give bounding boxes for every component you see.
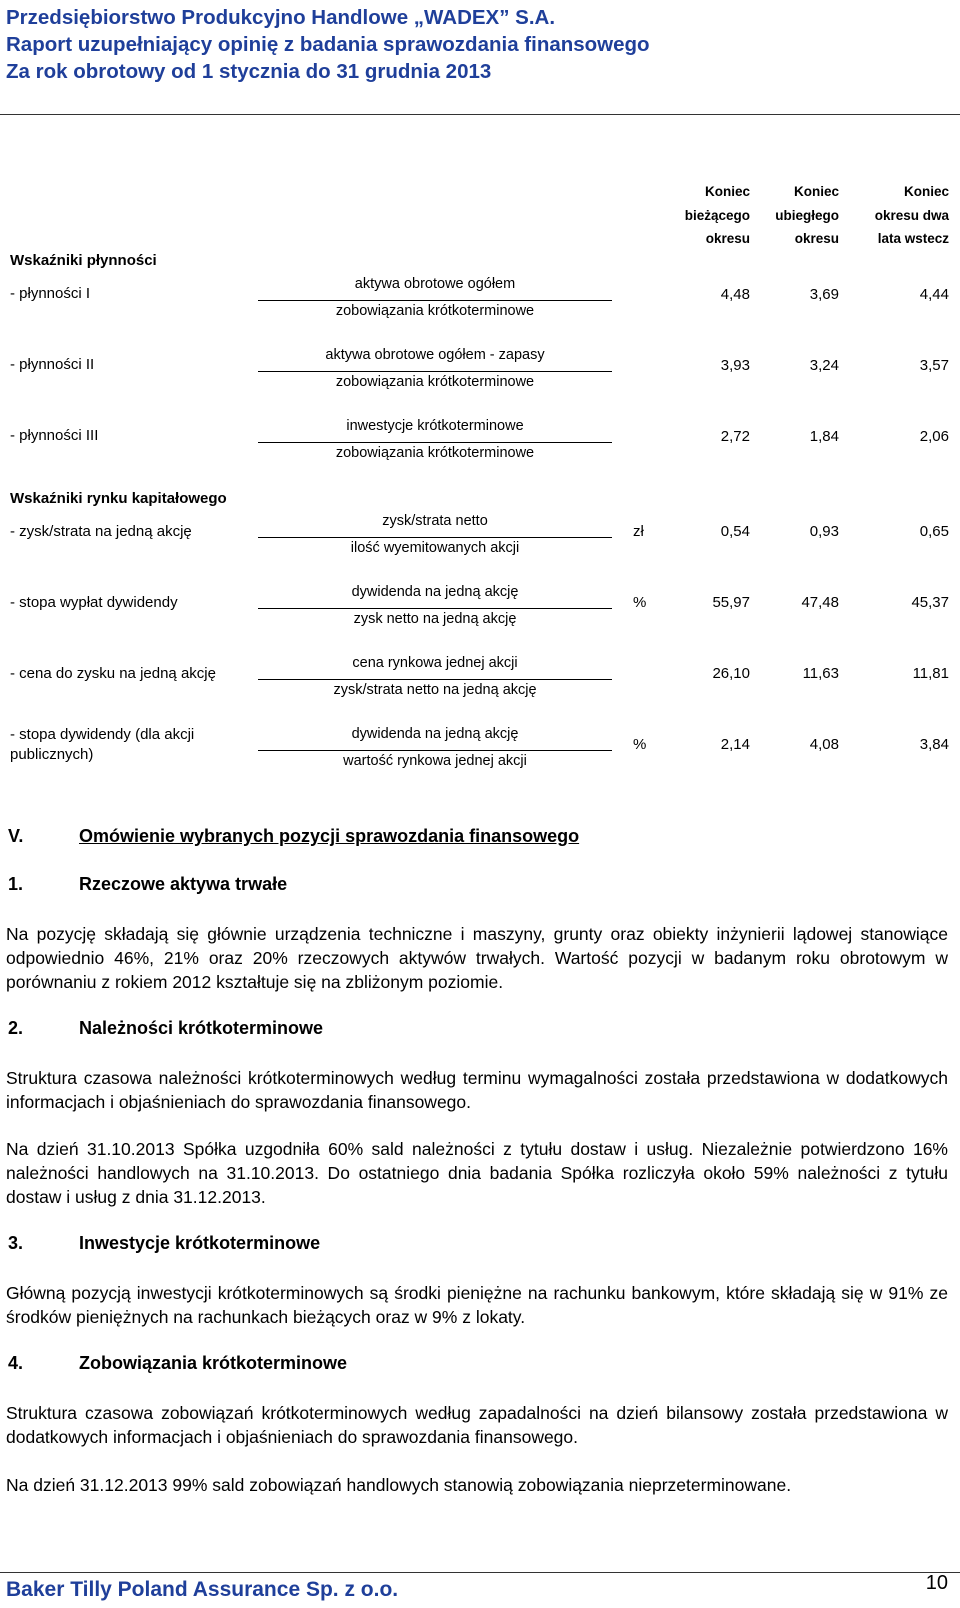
subsection-title: Należności krótkoterminowe — [79, 1018, 324, 1038]
subsection-number: 1. — [8, 874, 24, 894]
section-title: Omówienie wybranych pozycji sprawozdania finansowego — [79, 826, 580, 846]
value-two-years: 3,84 — [919, 736, 949, 753]
formula-numerator: inwestycje krótkoterminowe — [346, 418, 524, 434]
header-divider — [0, 114, 960, 115]
subsection-number: 4. — [8, 1353, 24, 1373]
ratio-label: - stopa dywidendy (dla akcji publicznych) — [10, 726, 195, 763]
header-report-title: Raport uzupełniający opinię z badania sprawozdania finansowego — [6, 33, 650, 56]
fraction-line — [258, 537, 612, 538]
fraction-line — [258, 371, 612, 372]
formula-numerator: aktywa obrotowe ogółem — [354, 276, 516, 292]
section-number: V. — [8, 826, 24, 846]
value-two-years: 4,44 — [919, 286, 949, 303]
ratio-label: - płynności III — [10, 427, 99, 444]
fraction-line — [258, 300, 612, 301]
header-period: Za rok obrotowy od 1 stycznia do 31 grudnia 2013 — [6, 60, 492, 83]
value-current: 55,97 — [712, 594, 750, 611]
value-current: 26,10 — [712, 665, 750, 682]
subsection-heading — [8, 874, 287, 895]
value-two-years: 11,81 — [912, 665, 949, 682]
header-company: Przedsiębiorstwo Produkcyjno Handlowe „WADEX” S.A. — [6, 6, 556, 29]
paragraph: Na dzień 31.10.2013 Spółka uzgodniła 60% sald należności z tytułu dostaw i usług. Niezależnie potwierdzono 16% należności handlowych na 31.10.2013. Do ostatniego dnia badania Spółka rozliczyła około 59% należności z tytułu dostaw i usług z dnia 31.12.2013. — [6, 1139, 948, 1207]
footer-company: Baker Tilly Poland Assurance Sp. z o.o. — [6, 1578, 399, 1601]
value-previous: 47,48 — [801, 594, 839, 611]
subsection-heading — [8, 1353, 347, 1374]
paragraph: Na dzień 31.12.2013 99% sald zobowiązań handlowych stanowią zobowiązania nieprzeterminowane. — [6, 1475, 792, 1495]
ratio-label: - płynności II — [10, 356, 95, 373]
formula-denominator: zysk netto na jedną akcję — [353, 611, 517, 627]
paragraph: Na pozycję składają się głównie urządzenia techniczne i maszyny, grunty oraz obiekty inżynierii lądowej stanowiące odpowiednio 46%, 21% oraz 20% rzeczowych aktywów trwałych. Wartość pozycji w badanym roku obrotowym w porównaniu z rokiem 2012 kształtuje się na zbliżonym poziomie. — [6, 924, 948, 992]
value-previous: 4,08 — [809, 736, 839, 753]
formula-numerator: dywidenda na jedną akcję — [351, 584, 519, 600]
col-head-current-line3: okresu — [705, 231, 750, 246]
col-head-two-years-line2: okresu dwa — [874, 207, 949, 223]
subsection-number: 2. — [8, 1018, 24, 1038]
formula-numerator: dywidenda na jedną akcję — [351, 726, 519, 742]
col-head-previous-line1: Koniec — [793, 184, 839, 199]
col-head-two-years-line3: lata wstecz — [877, 231, 949, 246]
value-previous: 0,93 — [809, 523, 839, 540]
formula-denominator: zysk/strata netto na jedną akcję — [333, 682, 537, 698]
formula-denominator: ilość wyemitowanych akcji — [350, 540, 520, 556]
paragraph: Główną pozycją inwestycji krótkoterminowych są środki pieniężne na rachunku bankowym, które składają się w 91% ze środków pieniężnych na rachunkach bieżących oraz w 9% z lokaty. — [6, 1283, 948, 1327]
fraction-line — [258, 442, 612, 443]
formula-numerator: cena rynkowa jednej akcji — [352, 655, 518, 671]
value-current: 2,14 — [720, 736, 750, 753]
value-two-years: 2,06 — [919, 428, 949, 445]
value-current: 3,93 — [720, 357, 750, 374]
subsection-title: Inwestycje krótkoterminowe — [79, 1233, 321, 1253]
col-head-current-line1: Koniec — [704, 184, 750, 199]
page-number: 10 — [925, 1572, 948, 1594]
section-heading — [8, 826, 579, 847]
ratio-label: - płynności I — [10, 285, 91, 302]
value-two-years: 45,37 — [911, 594, 949, 611]
footer-divider — [0, 1572, 960, 1573]
value-previous: 3,24 — [809, 357, 839, 374]
fraction-line — [258, 679, 612, 680]
col-head-previous — [775, 180, 839, 251]
value-current: 0,54 — [720, 523, 750, 540]
subsection-number: 3. — [8, 1233, 24, 1253]
ratio-label: - stopa wypłat dywidendy — [10, 594, 178, 611]
value-current: 2,72 — [720, 428, 750, 445]
subsection-title: Rzeczowe aktywa trwałe — [79, 874, 288, 894]
value-previous: 1,84 — [809, 428, 839, 445]
value-two-years: 3,57 — [919, 357, 949, 374]
formula-denominator: zobowiązania krótkoterminowe — [335, 374, 535, 390]
ratio-label: - cena do zysku na jedną akcję — [10, 665, 216, 682]
col-head-two-years-line1: Koniec — [903, 184, 949, 199]
paragraph: Struktura czasowa zobowiązań krótkoterminowych według zapadalności na dzień bilansowy została przedstawiona w dodatkowych informacjach i objaśnieniach do sprawozdania finansowego. — [6, 1403, 948, 1447]
formula-numerator: zysk/strata netto — [382, 513, 488, 529]
col-head-current-line2: bieżącego — [684, 207, 750, 223]
formula-denominator: zobowiązania krótkoterminowe — [335, 445, 535, 461]
fraction-line — [258, 608, 612, 609]
value-two-years: 0,65 — [919, 523, 949, 540]
unit-label: % — [633, 594, 647, 611]
col-head-previous-line2: ubiegłego — [775, 207, 839, 223]
subsection-heading — [8, 1233, 320, 1254]
subsection-title: Zobowiązania krótkoterminowe — [79, 1353, 348, 1373]
ratio-label: - zysk/strata na jedną akcję — [10, 523, 192, 540]
value-previous: 3,69 — [809, 286, 839, 303]
unit-label: % — [633, 736, 647, 753]
paragraph: Struktura czasowa należności krótkoterminowych według terminu wymagalności została przedstawiona w dodatkowych informacjach i objaśnieniach do sprawozdania finansowego. — [6, 1068, 948, 1112]
value-current: 4,48 — [720, 286, 750, 303]
formula-denominator: wartość rynkowa jednej akcji — [343, 753, 527, 769]
value-previous: 11,63 — [802, 665, 839, 682]
subsection-heading — [8, 1018, 323, 1039]
col-head-previous-line3: okresu — [794, 231, 839, 246]
col-head-current — [685, 180, 750, 251]
section-market-heading: Wskaźniki rynku kapitałowego — [10, 490, 227, 507]
fraction-line — [258, 750, 612, 751]
report-header — [6, 4, 650, 85]
formula-numerator: aktywa obrotowe ogółem - zapasy — [325, 347, 545, 363]
section-liquidity-heading: Wskaźniki płynności — [10, 252, 157, 269]
col-head-two-years — [875, 180, 949, 251]
unit-label: zł — [633, 523, 644, 540]
formula-denominator: zobowiązania krótkoterminowe — [335, 303, 535, 319]
